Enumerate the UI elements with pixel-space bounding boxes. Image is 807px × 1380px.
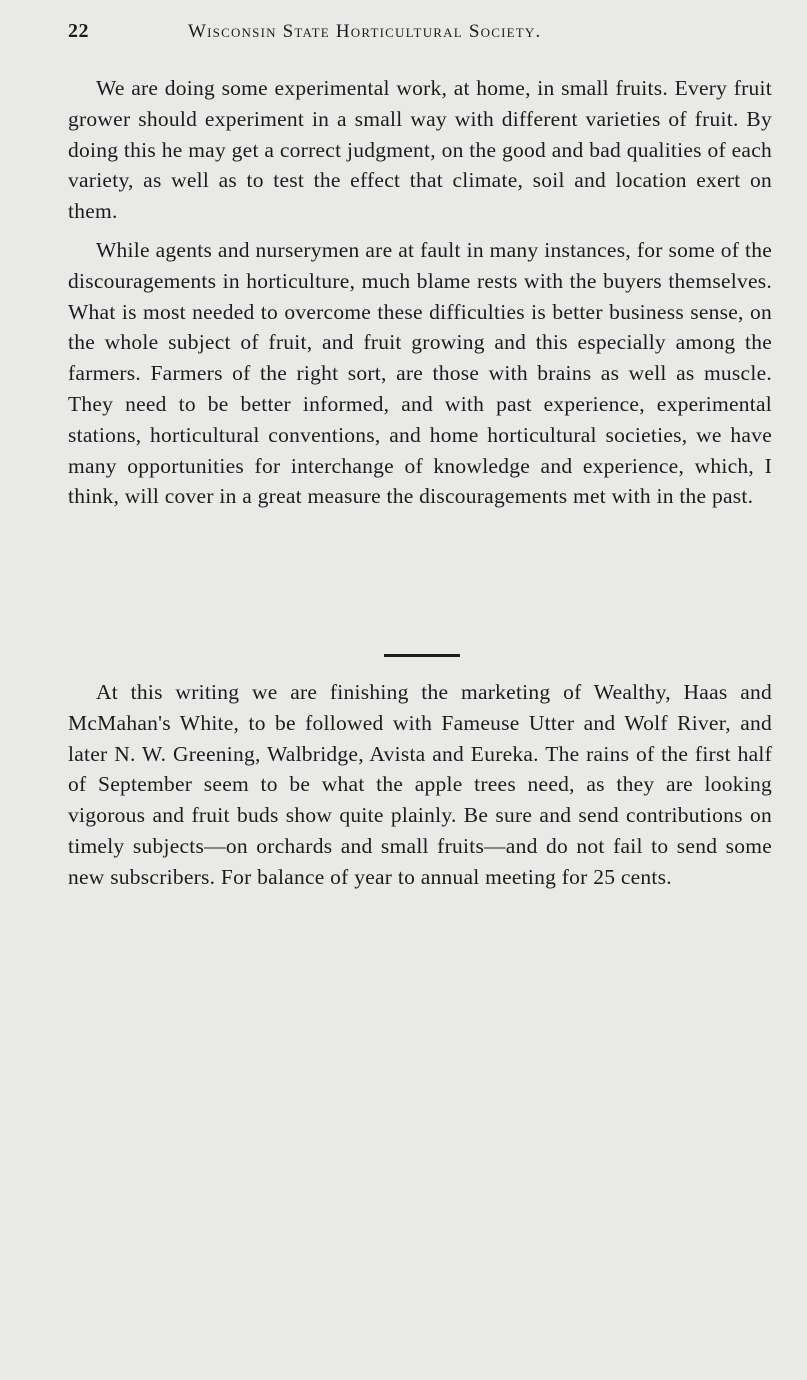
paragraph-marketing: At this writing we are finishing the marketing of Wealthy, Haas and McMahan's White, to be followed with Fameuse Utter and Wolf River, and later N. W. Greening, Walbridge, Avista and Eureka. The rains of the first half of September seem to be what the apple trees need, as they are looking vigorous and fruit buds show quite plainly. Be sure and send contributions on timely subjects—on orchards and small fruits—and do not fail to send some new subscribers. For balance of year to annual meeting for 25 cents. [68, 680, 772, 889]
section-divider [384, 654, 460, 657]
paragraph-discouragements: While agents and nurserymen are at fault in many instances, for some of the discouragements in horticulture, much blame rests with the buyers themselves. What is most needed to overcome these difficulties is better business sense, on the whole subject of fruit, and fruit growing and this especially among the farmers. Farmers of the right sort, are those with brains as well as muscle. They need to be better informed, and with past experience, experimental stations, horticultural conventions, and home horticultural societies, we have many opportunities for interchange of knowledge and experience, which, I think, will cover in a great measure the discouragements met with in the past. [68, 237, 772, 509]
section-two [68, 677, 772, 901]
page-number: 22 [68, 20, 89, 42]
section-one [68, 73, 772, 520]
running-head-title: Wisconsin State Horticultural Society. [188, 21, 542, 42]
running-head [68, 20, 768, 48]
paragraph-experimental-work: We are doing some experimental work, at home, in small fruits. Every fruit grower should experiment in a small way with different varieties of fruit. By doing this he may get a correct judgment, on the good and bad qualities of each variety, as well as to test the effect that climate, soil and location exert on them. [68, 76, 772, 224]
